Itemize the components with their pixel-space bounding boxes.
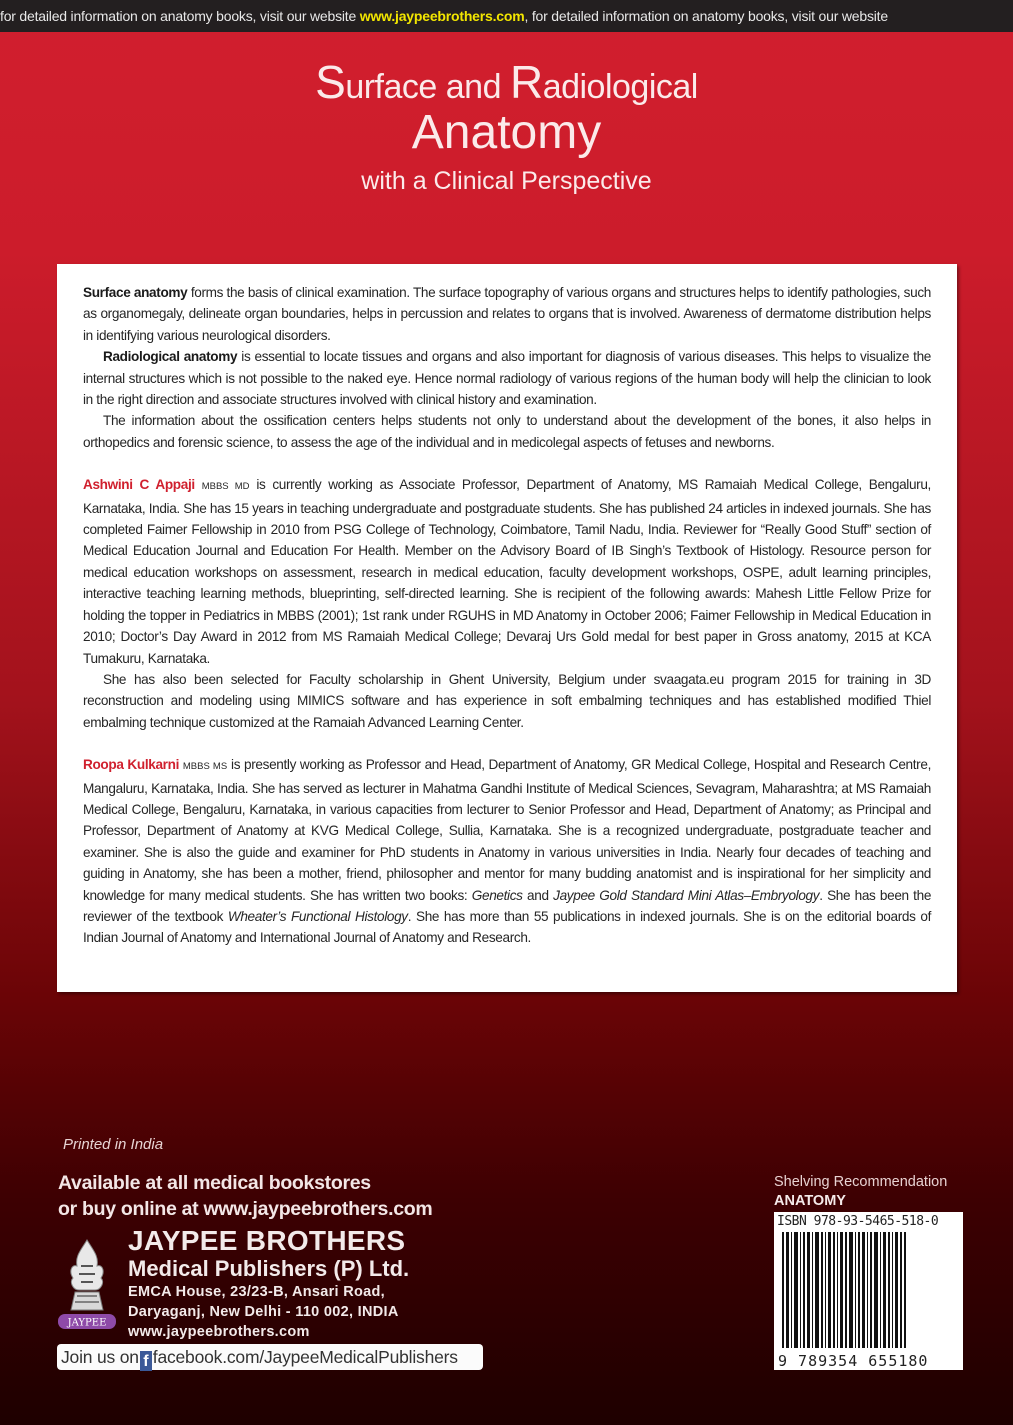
title-part-2: adiological: [542, 68, 698, 106]
title-cap-s: S: [315, 56, 346, 108]
author-bio-text: . She has more than 55 publications in indexed journals. She is on the editorial boards of Indian Journal of Anatomy and International Journal of Anatomy and Research.: [83, 908, 931, 946]
torch-icon: [57, 1236, 117, 1332]
shelving-recommendation: [774, 1172, 947, 1210]
logo-label: JAYPEE: [67, 1317, 107, 1329]
printed-in-india: Printed in India: [63, 1136, 164, 1153]
author-degrees: MBBS MS: [182, 761, 228, 773]
publisher-subtitle: Medical Publishers (P) Ltd.: [128, 1256, 410, 1281]
shelving-label: Shelving Recommendation: [774, 1174, 948, 1190]
author-bio-1-continued: She has also been selected for Faculty scholarship in Ghent University, Belgium under svaagata.eu program 2015 for training in 3D reconstruction and modeling using MIMICS software and has experience in soft embalming techniques and has established modified Thiel embalming technique customized at the Ramaiah Advanced Learning Center.: [83, 671, 931, 730]
barcode-digits: 9 789354 655180: [778, 1352, 929, 1370]
book-subtitle: with a Clinical Perspective: [361, 167, 652, 195]
publisher-name: JAYPEE BROTHERS: [128, 1225, 406, 1256]
author-bio-text: is presently working as Professor and Head, Department of Anatomy, GR Medical College, Hospital and Research Centre, Mangaluru, Karnataka, India. She has served as lecturer in Mahatma Gandhi Institute of Medical Sciences, Sevagram, Maharashtra; at MS Ramaiah Medical College, Bengaluru, Karnataka, in various capacities from lecturer to Senior Professor and Head, Department of Anatomy; as Principal and Professor, Department of Anatomy at KVG Medical College, Sullia, Karnataka. She is a recognized undergraduate, postgraduate teacher and examiner. She is also the guide and examiner for PhD students in Anatomy in various universities in India. Nearly four decades of teaching and guiding in Anatomy, she has been a mother, friend, philosopher and mentor for many budding anatomist and is inspirational for her simplicity and knowledge for many medical students. She has written two books:: [83, 757, 931, 903]
paragraph-text: forms the basis of clinical examination. The surface topography of various organs and structures helps to identify pathologies, such as organomegaly, delineate organ boundaries, helps in percussion and relates to organs that is involved. Awareness of dermatome distribution helps in identifying various neurological disorders.: [83, 285, 931, 343]
facebook-link[interactable]: [57, 1344, 483, 1370]
text-and: and: [522, 887, 554, 903]
top-banner: [0, 0, 1013, 32]
publisher-website-link[interactable]: www.jaypeebrothers.com: [128, 1324, 310, 1340]
jaypee-logo: [57, 1236, 117, 1332]
author-bio-text: is currently working as Associate Professor, Department of Anatomy, MS Ramaiah Medical College, Bengaluru, Karnataka, India. She has 15 years in teaching undergraduate and postgraduate students. She has published 24 articles in indexed journals. She has completed Faimer Fellowship in 2010 from PSG College of Technology, Coimbatore, Tamil Nadu, India. Reviewer for “Really Good Stuff” section of Medical Education Journal and Education For Health. Member on the Advisory Board of IB Singh’s Textbook of Histology. Resource person for medical education workshops on assessment, research in medical education, faculty development workshops, OSPE, adult learning principles, interactive teaching learning methods, blueprinting, self-directed learning. She is recipient of the following awards: Mahesh Little Fellow Prize for holding the topper in Pediatrics in MBBS (2001); 1st rank under RGUHS in MD Anatomy in October 2006; Faimer Fellowship in Medical Education in 2010; Doctor’s Day Award in 2012 from MS Ramaiah Medical College; Devaraj Urs Gold medal for best paper in Gross anatomy, 2015 at KCA Tumakuru, Karnataka.: [83, 477, 931, 666]
banner-text: for detailed information on anatomy books, visit our website: [0, 8, 360, 24]
title-line-1: [0, 56, 1013, 109]
title-cap-r: R: [509, 56, 543, 108]
shelving-value: ANATOMY: [774, 1193, 846, 1209]
description-paragraph-1: [83, 282, 931, 346]
description-paragraph-3: The information about the ossification centers helps students not only to understand about the development of the bones, it also helps in orthopedics and forensic science, to assess the age of the individual and in medicolegal aspects of fetuses and newborns.: [83, 413, 931, 450]
author-bio-text: . She has been the reviewer of the textbook: [83, 887, 932, 924]
availability-line-1: Available at all medical bookstores: [58, 1172, 371, 1194]
publisher-block: [128, 1226, 409, 1342]
isbn-barcode: [774, 1212, 963, 1370]
author-name: Roopa Kulkarni: [83, 757, 180, 773]
term-surface-anatomy: Surface anatomy: [83, 285, 188, 300]
author-bio-1: [83, 474, 931, 669]
availability-line-2: or buy online at www.jaypeebrothers.com: [58, 1198, 433, 1220]
banner-text-repeat: , for detailed information on anatomy books, visit our website: [524, 8, 888, 24]
facebook-url[interactable]: facebook.com/JaypeeMedicalPublishers: [152, 1347, 458, 1367]
address-line-2: Daryaganj, New Delhi - 110 002, INDIA: [128, 1304, 399, 1320]
barcode-icon: [782, 1232, 954, 1348]
availability-note: [58, 1170, 432, 1222]
paragraph-text: is essential to locate tissues and organs and also important for diagnosis of various diseases. This helps to visualize the internal structures which is not possible to the naked eye. Hence normal radiology of various regions of the human body will help the clinician to look in the right direction and associate structures involved with clinical history and examination.: [83, 349, 931, 408]
address-line-1: EMCA House, 23/23-B, Ansari Road,: [128, 1284, 385, 1300]
book-title-genetics: Genetics: [471, 887, 523, 903]
book-title: [0, 56, 1013, 199]
facebook-icon: f: [140, 1351, 152, 1371]
isbn-number: ISBN 978-93-5465-518-0: [777, 1214, 939, 1229]
description-panel: [57, 264, 957, 992]
book-title-embryology: Jaypee Gold Standard Mini Atlas–Embryology: [553, 887, 820, 903]
title-part-1: urface and: [345, 68, 510, 106]
author-name: Ashwini C Appaji: [83, 477, 195, 493]
term-radiological-anatomy: Radiological anatomy: [103, 349, 238, 365]
description-paragraph-2: [83, 346, 931, 410]
banner-website-link[interactable]: www.jaypeebrothers.com: [359, 8, 525, 24]
author-degrees: MBBS MD: [201, 481, 250, 493]
author-bio-2: [83, 754, 931, 949]
book-title-histology: Wheater’s Functional Histology: [227, 908, 408, 924]
title-line-2: Anatomy: [411, 106, 602, 159]
facebook-prefix: Join us on: [61, 1347, 139, 1367]
